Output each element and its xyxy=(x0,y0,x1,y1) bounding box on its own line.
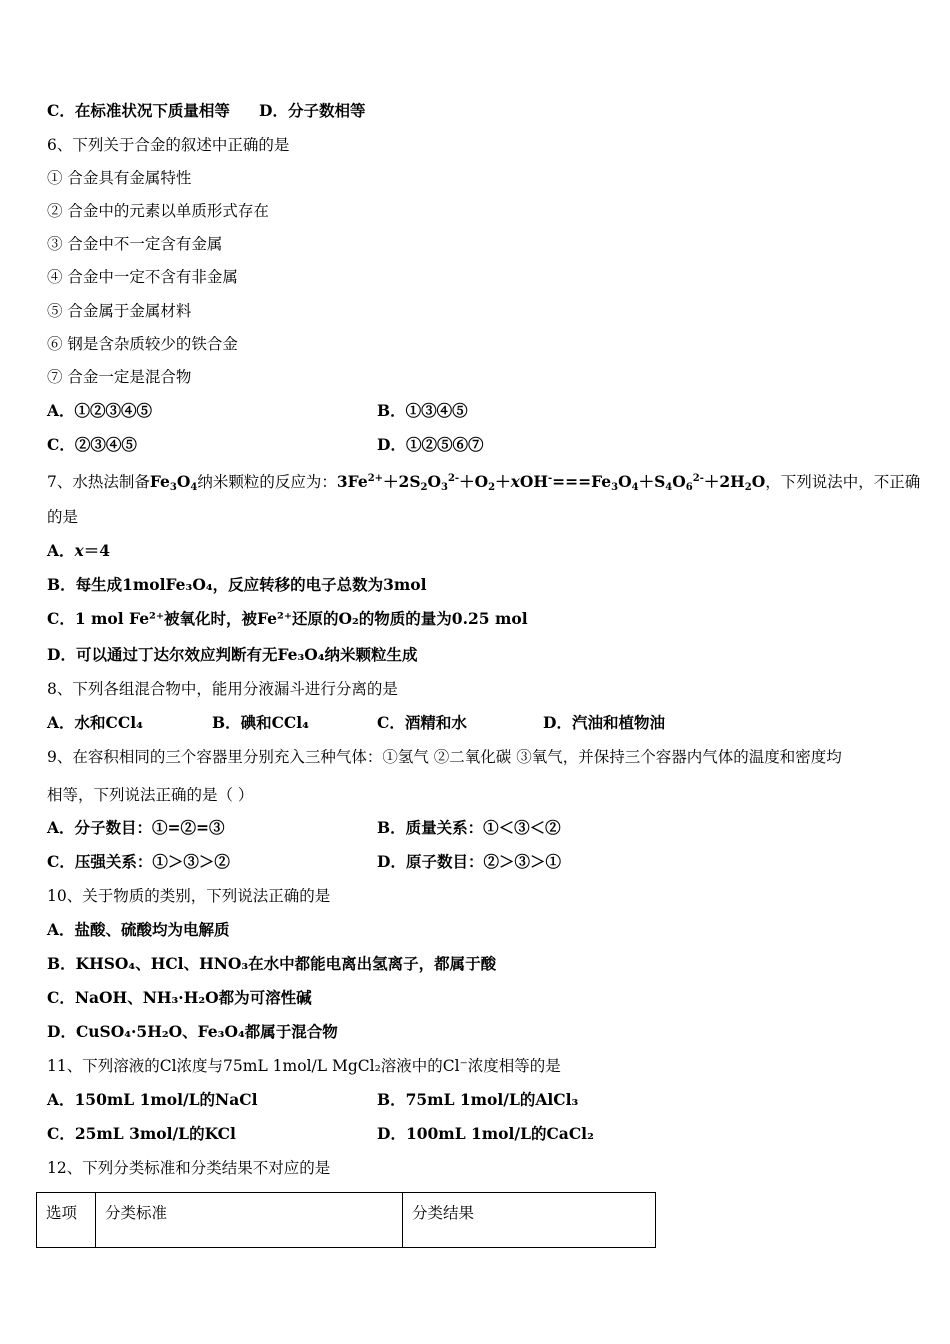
q7-formula-fe3o4: $Fe_3O_4$ xyxy=(149,472,198,493)
q5-option-c: C．在标准状况下质量相等 xyxy=(47,101,230,120)
q6-option-a: A．①②③④⑤ xyxy=(47,401,153,420)
q8-option-d: D．汽油和植物油 xyxy=(543,713,665,732)
classification-table xyxy=(36,1192,656,1248)
q7-stem-suffix: ，下列说法中，不正确 xyxy=(765,473,921,491)
q9-option-c: C．压强关系：①＞③＞② xyxy=(47,852,230,871)
q7-option-d: D．可以通过丁达尔效应判断有无Fe₃O₄纳米颗粒生成 xyxy=(47,645,418,664)
q6-statement-4: ④ 合金中一定不含有非金属 xyxy=(47,268,238,286)
q7-option-a-prefix: A． xyxy=(47,541,75,560)
q11-option-b: B．75mL 1mol/L的AlCl₃ xyxy=(377,1090,579,1109)
table-header-row xyxy=(37,1193,656,1248)
q6-statement-1: ① 合金具有金属特性 xyxy=(47,169,192,187)
table-header-standard: 分类标准 xyxy=(96,1193,403,1248)
q7-option-a-var: x xyxy=(74,541,84,560)
q7-stem-mid: 纳米颗粒的反应为： xyxy=(197,473,337,491)
q9-option-d: D．原子数目：②＞③＞① xyxy=(377,852,561,871)
q11-option-a: A．150mL 1mol/L的NaCl xyxy=(47,1090,258,1109)
q10-option-a: A．盐酸、硫酸均为电解质 xyxy=(47,920,230,939)
q8-stem: 8、下列各组混合物中，能用分液漏斗进行分离的是 xyxy=(47,680,398,698)
table-header-result: 分类结果 xyxy=(403,1193,656,1248)
q8-option-a: A．水和CCl₄ xyxy=(47,713,143,732)
q7-stem-line2: 的是 xyxy=(47,508,79,526)
q7-stem xyxy=(47,468,920,499)
q8-option-c: C．酒精和水 xyxy=(377,713,467,732)
q9-stem: 9、在容积相同的三个容器里分别充入三种气体：①氢气 ②二氧化碳 ③氧气，并保持三个容器内气体的温度和密度均 xyxy=(47,748,842,766)
q6-statement-6: ⑥ 钢是含杂质较少的铁合金 xyxy=(47,335,238,353)
q6-statement-3: ③ 合金中不一定含有金属 xyxy=(47,235,223,253)
q9-stem-line2: 相等，下列说法正确的是（ ） xyxy=(47,786,254,804)
q10-option-d: D．CuSO₄·5H₂O、Fe₃O₄都属于混合物 xyxy=(47,1022,338,1041)
q12-stem: 12、下列分类标准和分类结果不对应的是 xyxy=(47,1159,331,1177)
q10-option-b: B．KHSO₄、HCl、HNO₃在水中都能电离出氢离子，都属于酸 xyxy=(47,954,497,973)
q6-stem: 6、下列关于合金的叙述中正确的是 xyxy=(47,136,290,154)
q6-option-d: D．①②⑤⑥⑦ xyxy=(377,435,484,454)
q6-option-b: B．①③④⑤ xyxy=(377,401,468,420)
q7-option-b: B．每生成1molFe₃O₄，反应转移的电子总数为3mol xyxy=(47,575,427,594)
q9-option-a: A．分子数目：①=②=③ xyxy=(47,818,225,837)
q11-option-c: C．25mL 3mol/L的KCl xyxy=(47,1124,236,1143)
q11-stem: 11、下列溶液的Cl浓度与75mL 1mol/L MgCl₂溶液中的Cl⁻浓度相等的是 xyxy=(47,1057,561,1075)
q7-stem-prefix: 7、水热法制备 xyxy=(47,473,150,491)
q5-option-d: D．分子数相等 xyxy=(259,101,366,120)
q8-option-b: B．碘和CCl₄ xyxy=(212,713,309,732)
table-header-option: 选项 xyxy=(37,1193,96,1248)
q6-statement-5: ⑤ 合金属于金属材料 xyxy=(47,302,192,320)
q7-reaction-equation: $3Fe^{2+}+2S_2O_3^{2-}+O_2+xOH^-===Fe_3O_4+S_4O_6^{2-}+2H_2O$ xyxy=(336,472,766,493)
q10-option-c: C．NaOH、NH₃·H₂O都为可溶性碱 xyxy=(47,988,312,1007)
q6-statement-7: ⑦ 合金一定是混合物 xyxy=(47,368,192,386)
q9-option-b: B．质量关系：①＜③＜② xyxy=(377,818,561,837)
q7-option-a-rest: ＝4 xyxy=(83,541,111,560)
q10-stem: 10、关于物质的类别，下列说法正确的是 xyxy=(47,887,331,905)
q7-option-a xyxy=(47,540,110,562)
q7-option-c: C．1 mol Fe²⁺被氧化时，被Fe²⁺还原的O₂的物质的量为0.25 mol xyxy=(47,609,528,628)
q6-statement-2: ② 合金中的元素以单质形式存在 xyxy=(47,202,269,220)
q6-option-c: C．②③④⑤ xyxy=(47,435,137,454)
q11-option-d: D．100mL 1mol/L的CaCl₂ xyxy=(377,1124,594,1143)
